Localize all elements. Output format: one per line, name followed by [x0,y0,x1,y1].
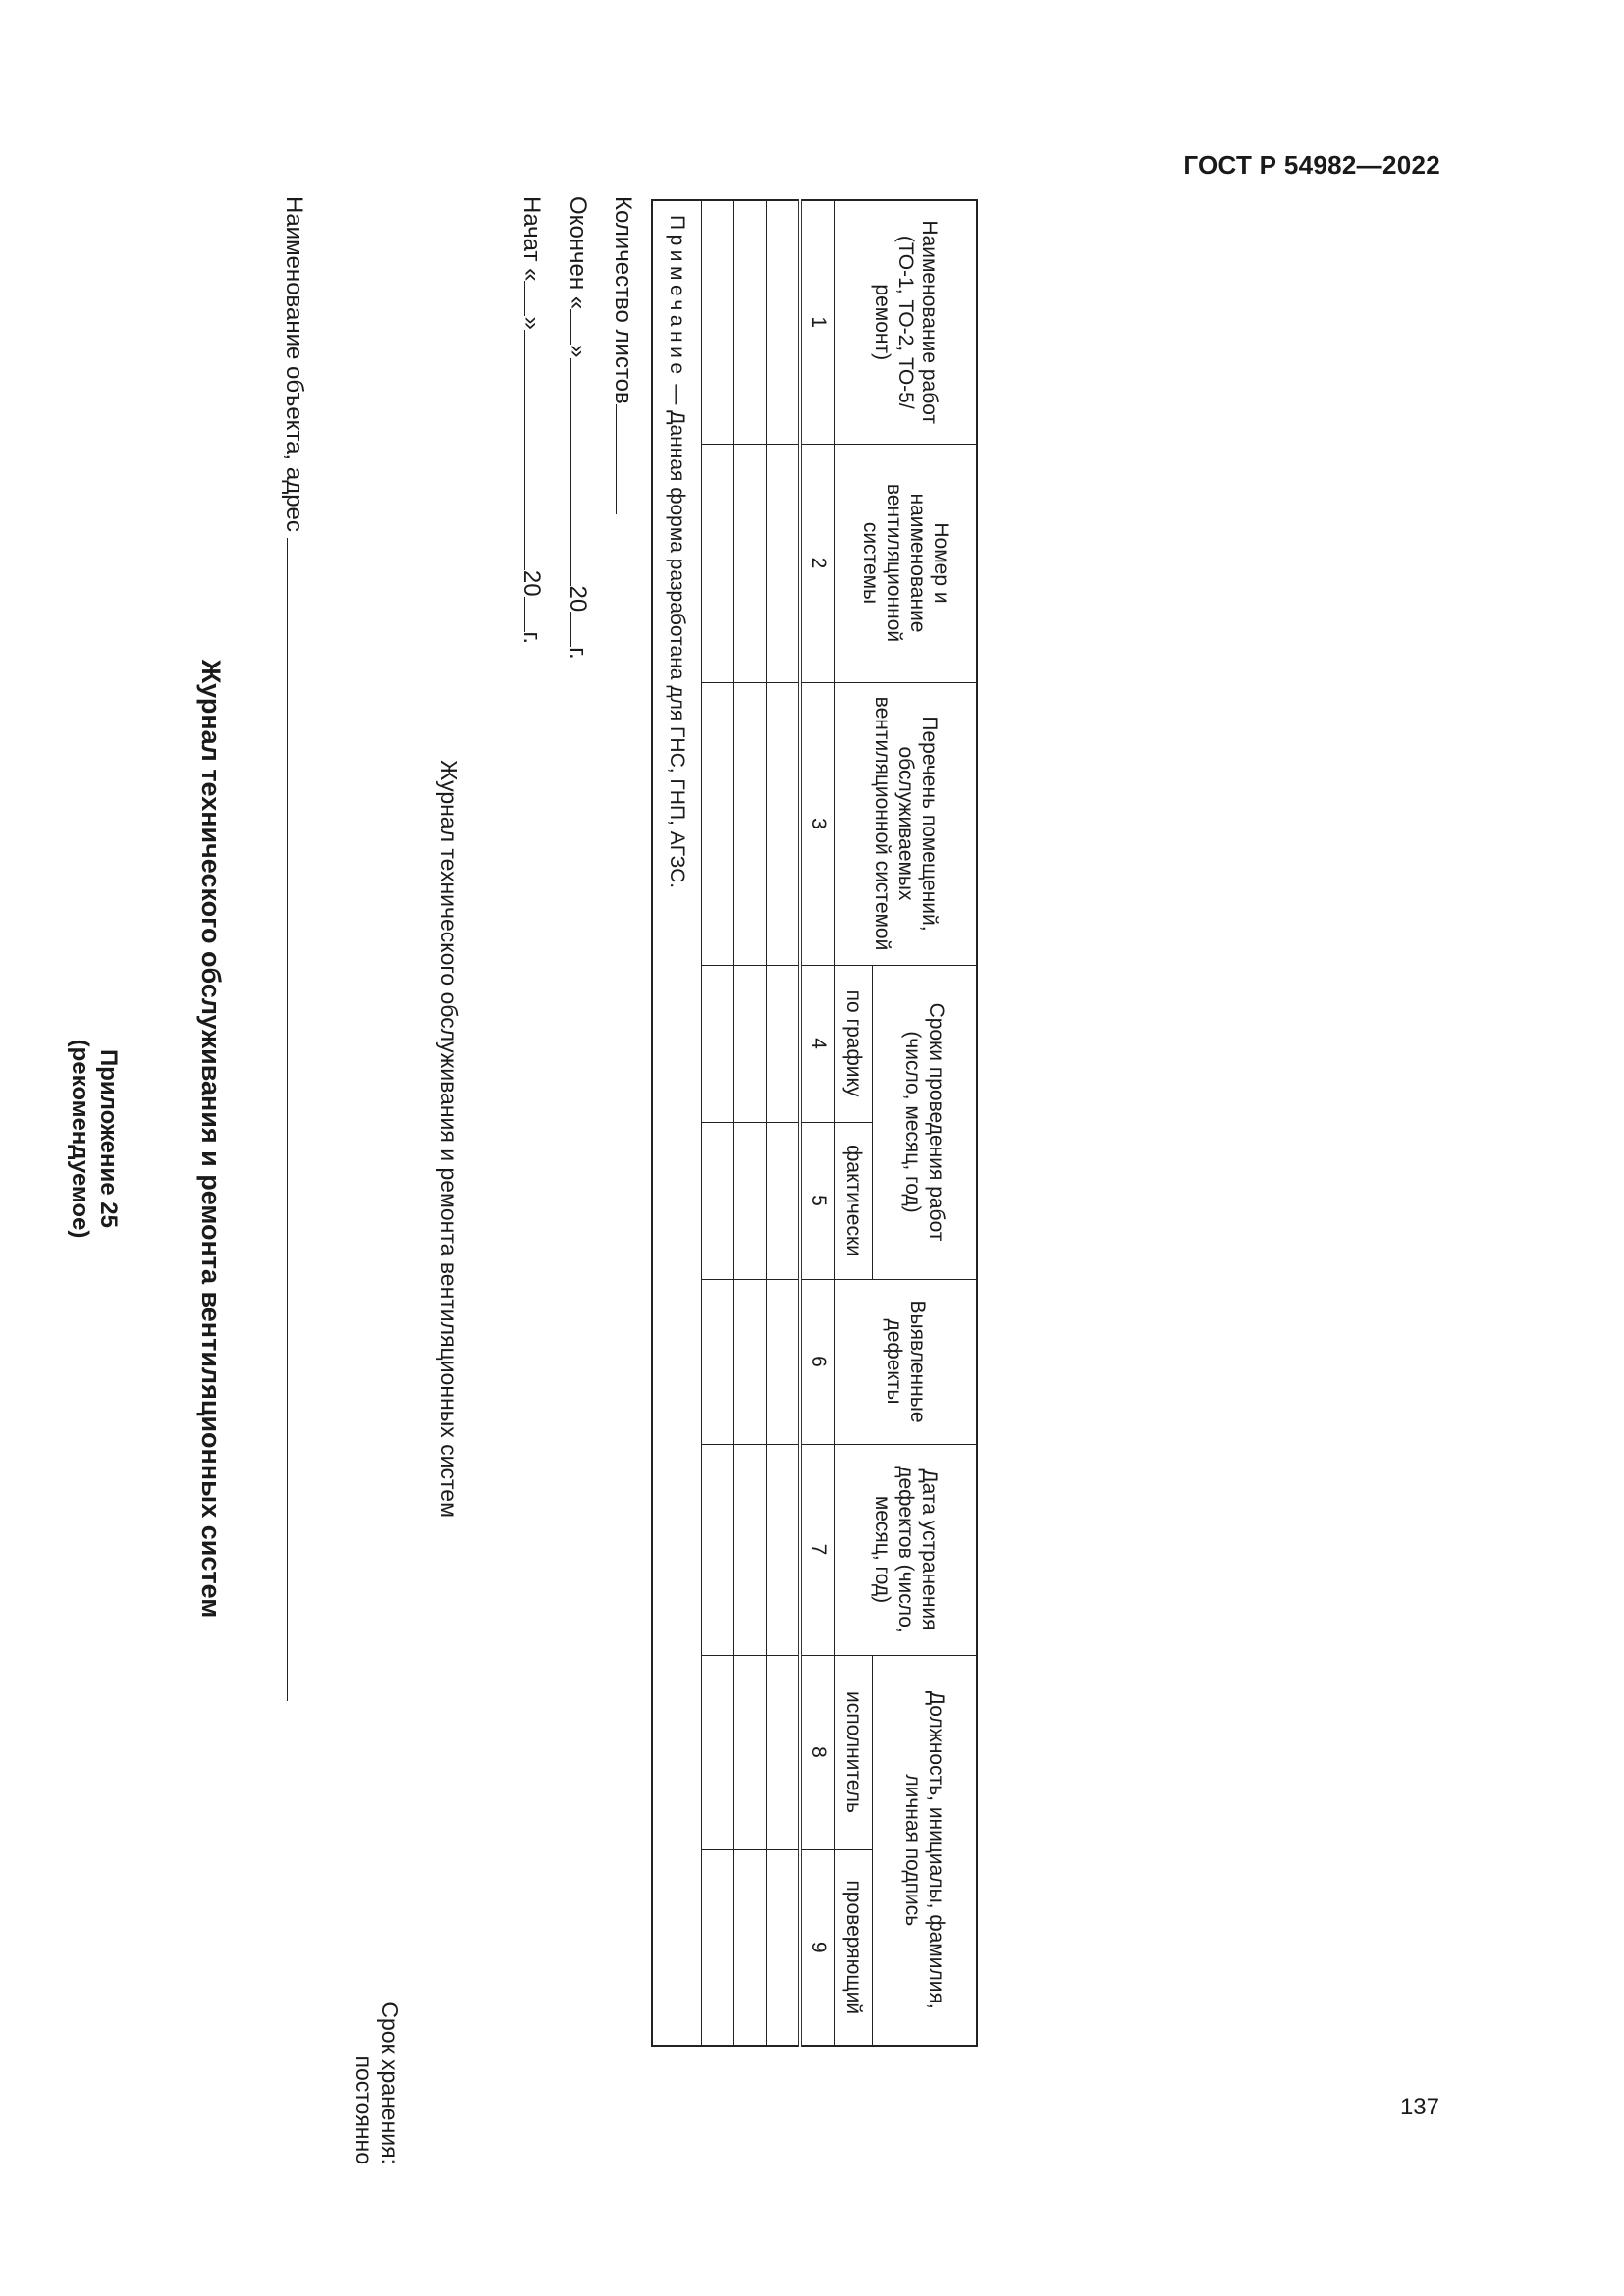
table-cell[interactable] [702,682,734,965]
sheet-count-line [609,196,636,514]
start-day-blank [524,281,525,316]
table-cell[interactable] [702,444,734,682]
table-cell[interactable] [767,444,801,682]
journal-subtitle: Журнал технического обслуживания и ремонта вентиляционных систем [436,760,461,1518]
column-number: 7 [800,1444,835,1655]
table-row [734,200,767,2046]
end-date-line [564,196,591,660]
col-header-system: Номер и наименование вентиляционной системы [835,444,978,682]
column-number: 9 [800,1849,835,2046]
table-note-row [652,200,702,2046]
column-number: 2 [800,444,835,682]
table-cell[interactable] [702,965,734,1122]
column-number: 8 [800,1655,835,1849]
table-header-row [873,200,978,2046]
table-cell[interactable] [767,1655,801,1849]
table-cell[interactable] [734,200,767,444]
table-cell[interactable] [734,1122,767,1279]
column-number: 3 [800,682,835,965]
col-header-executor: исполнитель [835,1655,873,1849]
object-name-blank [287,538,288,1701]
document-title: Журнал технического обслуживания и ремонта вентиляционных систем [196,659,226,1619]
storage-label: Срок хранения: [377,2002,403,2164]
table-cell[interactable] [767,1444,801,1655]
table-cell[interactable] [734,1655,767,1849]
storage-period [352,1949,403,2164]
end-quote-close: » [565,345,591,358]
table-cell[interactable] [767,1849,801,2046]
col-header-defects: Выявленные дефекты [835,1279,978,1444]
table-cell[interactable] [767,1279,801,1444]
maintenance-journal-table [651,199,978,2047]
storage-value: постоянно [352,2056,377,2164]
appendix-status: (рекомендуемое) [67,1039,93,1239]
start-year-suffix: г. [518,631,545,645]
end-year-prefix: 20 [565,585,591,613]
table-cell[interactable] [734,1444,767,1655]
column-number-row [800,200,835,2046]
table-cell[interactable] [734,1849,767,2046]
table-cell[interactable] [767,965,801,1122]
appendix-title: Приложение 25 [95,1049,122,1228]
table-cell[interactable] [734,444,767,682]
table-row [767,200,801,2046]
start-year-prefix: 20 [518,569,545,597]
end-prefix: Окончен « [565,196,591,310]
col-header-work-name: Наименование работ (ТО-1, ТО-2, ТО-5/ ремонт) [835,200,978,444]
sheet-count-label: Количество листов [610,196,636,404]
col-header-signature: Должность, инициалы, фамилия, личная подпись [873,1655,978,2046]
end-month-blank [570,358,571,586]
sheet-count-blank [616,404,617,514]
col-header-rooms: Перечень помещений, обслуживаемых вентиляционной системой [835,682,978,965]
table-cell[interactable] [767,682,801,965]
col-header-fix-date: Дата устранения дефектов (число, месяц, год) [835,1444,978,1655]
table-cell[interactable] [734,682,767,965]
note-text: — Данная форма разработана для ГНС, ГНП, АГЗС. [666,378,689,889]
table-cell[interactable] [702,1279,734,1444]
column-number: 6 [800,1279,835,1444]
table-cell[interactable] [767,1122,801,1279]
standard-number: ГОСТ Р 54982—2022 [1183,150,1440,180]
col-header-terms-planned: по графику [835,965,873,1122]
start-prefix: Начат « [518,196,545,282]
column-number: 1 [800,200,835,444]
start-quote-close: » [518,316,545,330]
start-date-line [517,196,545,644]
table-cell[interactable] [702,1122,734,1279]
start-month-blank [524,330,525,570]
table-cell[interactable] [702,1444,734,1655]
rotated-page-content [67,196,1060,2164]
end-year-blank [570,612,571,647]
table-cell[interactable] [767,200,801,444]
col-header-terms: Сроки проведения работ (число, месяц, год) [873,965,978,1279]
table-row [702,200,734,2046]
end-year-suffix: г. [565,647,591,660]
column-number: 5 [800,1122,835,1279]
col-header-inspector: проверяющий [835,1849,873,2046]
object-name-label: Наименование объекта, адрес [281,196,307,532]
table-cell[interactable] [702,200,734,444]
start-year-blank [524,597,525,632]
page-number: 137 [1399,2094,1439,2120]
table-cell[interactable] [734,965,767,1122]
object-name-field [280,196,307,2091]
table-note [652,200,702,2046]
note-label: Примечание [666,215,689,379]
col-header-terms-actual: фактически [835,1122,873,1279]
table-cell[interactable] [702,1849,734,2046]
end-day-blank [570,309,571,345]
column-number: 4 [800,965,835,1122]
table-cell[interactable] [702,1655,734,1849]
table-cell[interactable] [734,1279,767,1444]
appendix-heading [66,746,123,1531]
